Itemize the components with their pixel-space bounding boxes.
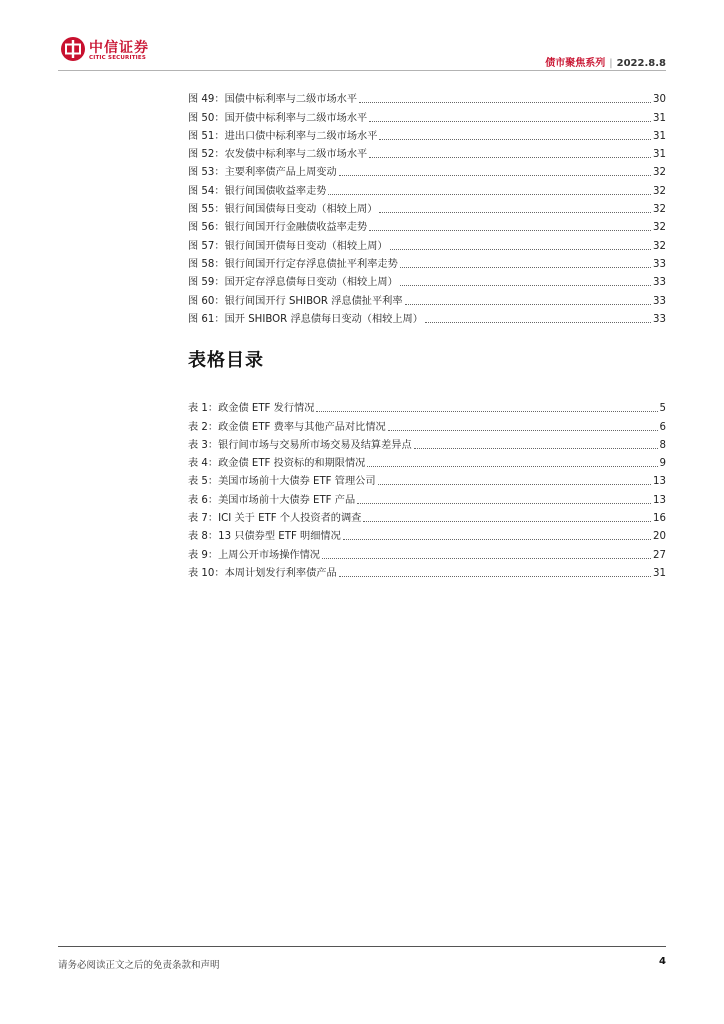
dot-leader (357, 503, 651, 504)
table-toc-entry-page: 13 (653, 476, 666, 488)
table-toc-entry[interactable] (188, 471, 666, 489)
figure-toc-entry[interactable] (188, 290, 666, 308)
figure-toc-entry-label: 图 55：银行间国债每日变动（相较上周） (188, 204, 378, 216)
tables-toc-title: 表格目录 (188, 350, 264, 371)
dot-leader (405, 304, 652, 305)
dot-leader (367, 466, 657, 467)
figure-toc-entry[interactable] (188, 199, 666, 217)
figure-toc-entry-label: 图 60：银行间国开行 SHIBOR 浮息债扯平利率 (188, 295, 403, 307)
figure-toc-entry-label: 图 51：进出口债中标利率与二级市场水平 (188, 130, 378, 142)
table-toc-entry[interactable] (188, 563, 666, 581)
report-date: 2022.8.8 (616, 58, 666, 69)
report-series-info (545, 54, 666, 69)
citic-logo (60, 36, 160, 66)
figure-toc-entry[interactable] (188, 107, 666, 125)
table-toc-entry-label: 表 3：银行间市场与交易所市场交易及结算差异点 (188, 439, 412, 451)
table-toc-entry[interactable] (188, 435, 666, 453)
table-toc-entry-page: 5 (659, 403, 666, 415)
table-toc-entry-page: 20 (653, 531, 666, 543)
figure-toc-entry[interactable] (188, 180, 666, 198)
table-toc-entry-label: 表 2：政金债 ETF 费率与其他产品对比情况 (188, 421, 386, 433)
figure-toc-entry-label: 图 57：银行间国开债每日变动（相较上周） (188, 240, 388, 252)
table-toc-entry[interactable] (188, 544, 666, 562)
table-toc-entry-label: 表 1：政金债 ETF 发行情况 (188, 403, 315, 415)
brand-name-cn: 中信证券 (89, 40, 149, 56)
footer-divider (58, 946, 666, 947)
table-toc-entry-page: 8 (659, 439, 666, 451)
figure-toc-entry-label: 图 58：银行间国开行定存浮息债扯平利率走势 (188, 258, 398, 270)
brand-name-en: CITIC SECURITIES (89, 55, 147, 61)
figure-toc-entry[interactable] (188, 162, 666, 180)
figure-toc-entry-page: 31 (653, 149, 666, 161)
table-toc-entry[interactable] (188, 489, 666, 507)
figure-toc-entry-page: 32 (653, 204, 666, 216)
table-toc-entry[interactable] (188, 416, 666, 434)
table-toc-entry-label: 表 8：13 只债券型 ETF 明细情况 (188, 531, 341, 543)
dot-leader (322, 558, 651, 559)
table-toc-entry-label: 表 6：美国市场前十大债券 ETF 产品 (188, 494, 356, 506)
footer-disclaimer: 请务必阅读正文之后的免责条款和声明 (58, 960, 220, 971)
dot-leader (363, 521, 651, 522)
dot-leader (379, 139, 651, 140)
header-separator: | (609, 58, 613, 69)
figure-toc-entry-page: 33 (653, 258, 666, 270)
figure-toc-entry-label: 图 53：主要利率债产品上周变动 (188, 167, 337, 179)
figure-toc-entry[interactable] (188, 144, 666, 162)
dot-leader (339, 175, 651, 176)
figure-toc-entry-page: 33 (653, 313, 666, 325)
dot-leader (316, 411, 657, 412)
dot-leader (369, 157, 651, 158)
dot-leader (378, 484, 652, 485)
dot-leader (400, 267, 651, 268)
figure-toc-entry[interactable] (188, 272, 666, 290)
dot-leader (400, 285, 651, 286)
figure-toc-entry-label: 图 56：银行间国开行金融债收益率走势 (188, 222, 368, 234)
table-toc-entry-page: 16 (653, 513, 666, 525)
figure-toc-entry-page: 31 (653, 112, 666, 124)
dot-leader (390, 249, 651, 250)
table-toc-entry-page: 13 (653, 494, 666, 506)
table-toc-entry[interactable] (188, 453, 666, 471)
figure-toc-entry[interactable] (188, 254, 666, 272)
table-toc-entry-label: 表 9：上周公开市场操作情况 (188, 549, 320, 561)
figure-toc-entry-page: 31 (653, 130, 666, 142)
figure-toc-entry-label: 图 54：银行间国债收益率走势 (188, 185, 327, 197)
dot-leader (369, 230, 651, 231)
table-toc-entry[interactable] (188, 508, 666, 526)
table-toc-entry-label: 表 10：本周计划发行利率债产品 (188, 567, 337, 579)
figure-toc-entry-page: 30 (653, 94, 666, 106)
figures-toc-list (188, 89, 666, 327)
figure-toc-entry-page: 32 (653, 240, 666, 252)
dot-leader (388, 430, 658, 431)
figure-toc-entry[interactable] (188, 89, 666, 107)
dot-leader (339, 576, 651, 577)
figure-toc-entry-page: 32 (653, 167, 666, 179)
dot-leader (369, 121, 651, 122)
table-toc-entry[interactable] (188, 398, 666, 416)
table-toc-entry-page: 6 (659, 421, 666, 433)
header-divider (58, 70, 666, 71)
dot-leader (425, 322, 651, 323)
figure-toc-entry-label: 图 49：国债中标利率与二级市场水平 (188, 94, 358, 106)
dot-leader (359, 102, 651, 103)
figure-toc-entry[interactable] (188, 126, 666, 144)
table-toc-entry-label: 表 5：美国市场前十大债券 ETF 管理公司 (188, 476, 376, 488)
figure-toc-entry-label: 图 50：国开债中标利率与二级市场水平 (188, 112, 368, 124)
dot-leader (328, 194, 651, 195)
table-toc-entry-page: 27 (653, 549, 666, 561)
table-toc-entry[interactable] (188, 526, 666, 544)
table-toc-entry-page: 31 (653, 567, 666, 579)
figure-toc-entry-page: 32 (653, 222, 666, 234)
table-toc-entry-label: 表 4：政金债 ETF 投资标的和期限情况 (188, 458, 366, 470)
dot-leader (414, 448, 658, 449)
figure-toc-entry-page: 32 (653, 185, 666, 197)
table-toc-entry-label: 表 7：ICI 关于 ETF 个人投资者的调查 (188, 513, 362, 525)
figure-toc-entry-page: 33 (653, 277, 666, 289)
series-name: 债市聚焦系列 (545, 58, 606, 69)
figure-toc-entry[interactable] (188, 217, 666, 235)
tables-toc-list (188, 398, 666, 581)
figure-toc-entry-page: 33 (653, 295, 666, 307)
figure-toc-entry[interactable] (188, 309, 666, 327)
citic-logo-icon (60, 36, 86, 62)
table-toc-entry-page: 9 (659, 458, 666, 470)
figure-toc-entry[interactable] (188, 235, 666, 253)
figure-toc-entry-label: 图 59：国开定存浮息债每日变动（相较上周） (188, 277, 398, 289)
page-number: 4 (659, 956, 666, 967)
dot-leader (343, 539, 651, 540)
dot-leader (379, 212, 651, 213)
page-header (0, 0, 724, 72)
figure-toc-entry-label: 图 52：农发债中标利率与二级市场水平 (188, 149, 368, 161)
figure-toc-entry-label: 图 61：国开 SHIBOR 浮息债每日变动（相较上周） (188, 313, 423, 325)
